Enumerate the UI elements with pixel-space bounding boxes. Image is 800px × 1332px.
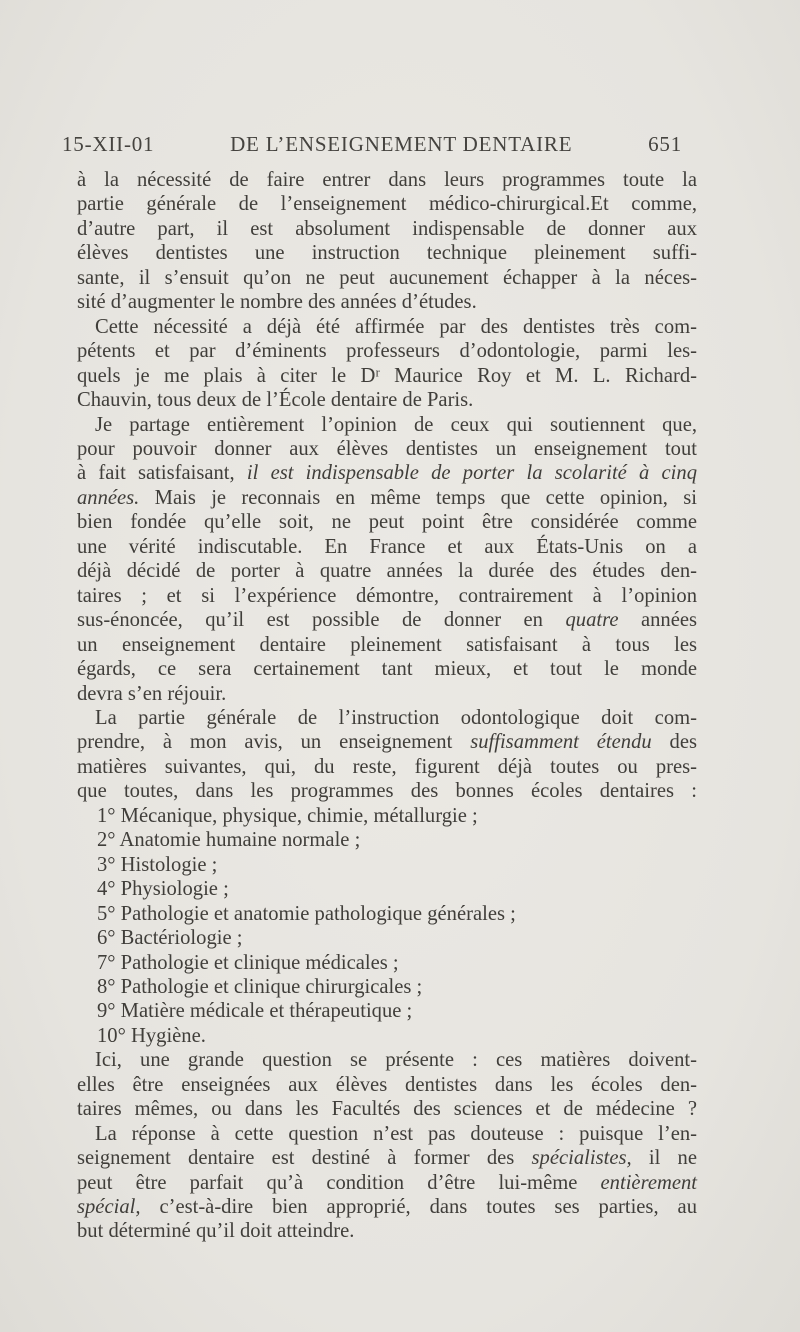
line-text: but déterminé qu’il doit atteindre. bbox=[77, 1220, 355, 1243]
italic-text: quatre bbox=[565, 609, 619, 632]
line-text: Mais je reconnais en même temps que cette opinion, si bbox=[139, 486, 697, 509]
page-number: 651 bbox=[648, 132, 682, 156]
line-text: Cette nécessité a déjà été affirmée par des dentistes très com- bbox=[95, 315, 697, 338]
text-line bbox=[77, 1048, 697, 1072]
list-item bbox=[77, 1024, 697, 1048]
line-text: 3° Histologie ; bbox=[97, 853, 218, 876]
line-text: Ici, une grande question se présente : ces matières doivent- bbox=[95, 1049, 697, 1072]
text-line bbox=[77, 1146, 697, 1170]
line-text: pour pouvoir donner aux élèves dentistes un enseignement tout bbox=[77, 437, 697, 460]
line-text: 7° Pathologie et clinique médicales ; bbox=[97, 951, 399, 974]
line-text: c’est-à-dire bien approprié, dans toutes ses parties, au bbox=[140, 1196, 697, 1219]
list-item bbox=[77, 975, 697, 999]
text-line bbox=[77, 364, 697, 388]
text-line bbox=[77, 1097, 697, 1121]
line-text: années bbox=[618, 609, 697, 632]
italic-text: spécial, bbox=[77, 1196, 141, 1219]
text-line bbox=[77, 388, 697, 412]
line-text: un enseignement dentaire pleinement satisfaisant à tous les bbox=[77, 633, 697, 656]
line-text: bien fondée qu’elle soit, ne peut point être considérée comme bbox=[77, 511, 697, 534]
line-text: peut être parfait qu’à condition d’être lui-même bbox=[77, 1171, 601, 1194]
line-text: à la nécessité de faire entrer dans leurs programmes toute la bbox=[77, 169, 697, 191]
text-line bbox=[77, 510, 697, 534]
line-text: des bbox=[651, 731, 698, 754]
line-text: à fait satisfaisant, bbox=[77, 462, 247, 485]
line-text: partie générale de l’enseignement médico-chirurgical.Et comme, bbox=[77, 193, 697, 216]
text-line bbox=[77, 755, 697, 779]
line-text: seignement dentaire est destiné à former des bbox=[77, 1147, 532, 1170]
list-item bbox=[77, 902, 697, 926]
line-text: d’autre part, il est absolument indispensable de donner aux bbox=[77, 217, 697, 240]
list-item bbox=[77, 999, 697, 1023]
italic-text: années. bbox=[77, 486, 140, 509]
line-text: élèves dentistes une instruction technique pleinement suffi- bbox=[77, 242, 697, 265]
line-text: que toutes, dans les programmes des bonnes écoles dentaires : bbox=[77, 780, 697, 803]
line-text: pétents et par d’éminents professeurs d’odontologie, parmi les- bbox=[77, 340, 697, 363]
text-line bbox=[77, 217, 697, 241]
italic-text: il est indispensable de porter la scolarité à cinq bbox=[246, 462, 697, 485]
text-line bbox=[77, 1073, 697, 1097]
header-date: 15-XII-01 bbox=[62, 132, 155, 156]
text-line bbox=[77, 633, 697, 657]
text-line bbox=[77, 290, 697, 314]
text-line bbox=[77, 339, 697, 363]
line-text: égards, ce sera certainement tant mieux, et tout le monde bbox=[77, 658, 697, 681]
italic-text: spécialistes, bbox=[531, 1147, 632, 1170]
list-item bbox=[77, 877, 697, 901]
line-text: 6° Bactériologie ; bbox=[97, 927, 243, 950]
text-line bbox=[77, 730, 697, 754]
text-line bbox=[77, 1195, 697, 1219]
text-line bbox=[77, 168, 697, 192]
line-text: La réponse à cette question n’est pas douteuse : puisque l’en- bbox=[95, 1122, 697, 1145]
text-line bbox=[77, 413, 697, 437]
list-item bbox=[77, 926, 697, 950]
line-text: prendre, à mon avis, un enseignement bbox=[77, 731, 471, 754]
line-text: La partie générale de l’instruction odontologique doit com- bbox=[95, 706, 697, 729]
list-item bbox=[77, 828, 697, 852]
text-line bbox=[77, 315, 697, 339]
header-title: DE L’ENSEIGNEMENT DENTAIRE bbox=[230, 132, 573, 156]
text-line bbox=[77, 682, 697, 706]
line-text: 5° Pathologie et anatomie pathologique générales ; bbox=[97, 902, 516, 925]
list-item bbox=[77, 853, 697, 877]
list-item bbox=[77, 951, 697, 975]
line-text: 2° Anatomie humaine normale ; bbox=[97, 829, 361, 852]
line-text: Je partage entièrement l’opinion de ceux qui soutiennent que, bbox=[95, 413, 697, 436]
line-text: déjà décidé de porter à quatre années la durée des études den- bbox=[77, 560, 697, 583]
line-text: sité d’augmenter le nombre des années d’études. bbox=[77, 291, 477, 314]
line-text: quels je me plais à citer le Dʳ Maurice Roy et M. L. Richard- bbox=[77, 364, 697, 387]
text-line bbox=[77, 461, 697, 485]
text-line bbox=[77, 657, 697, 681]
text-line bbox=[77, 584, 697, 608]
line-text: sus-énoncée, qu’il est possible de donner en bbox=[77, 609, 566, 632]
text-line bbox=[77, 706, 697, 730]
text-line bbox=[77, 266, 697, 290]
line-text: taires ; et si l’expérience démontre, contrairement à l’opinion bbox=[77, 584, 697, 607]
italic-text: entièrement bbox=[600, 1171, 697, 1194]
text-line bbox=[77, 608, 697, 632]
text-line bbox=[77, 779, 697, 803]
text-line bbox=[77, 437, 697, 461]
running-header bbox=[62, 132, 682, 162]
line-text: 8° Pathologie et clinique chirurgicales ; bbox=[97, 975, 423, 998]
line-text: taires mêmes, ou dans les Facultés des sciences et de médecine ? bbox=[77, 1098, 697, 1121]
text-line bbox=[77, 241, 697, 265]
line-text: 1° Mécanique, physique, chimie, métallurgie ; bbox=[97, 804, 478, 827]
text-line bbox=[77, 535, 697, 559]
line-text: 4° Physiologie ; bbox=[97, 878, 229, 901]
text-line bbox=[77, 559, 697, 583]
line-text: sante, il s’ensuit qu’on ne peut aucunement échapper à la néces- bbox=[77, 266, 697, 289]
text-line bbox=[77, 1122, 697, 1146]
list-item bbox=[77, 804, 697, 828]
text-line bbox=[77, 192, 697, 216]
line-text: devra s’en réjouir. bbox=[77, 682, 227, 705]
line-text: il ne bbox=[631, 1147, 697, 1170]
line-text: Chauvin, tous deux de l’École dentaire de Paris. bbox=[77, 389, 474, 412]
text-line bbox=[77, 1219, 697, 1243]
text-line bbox=[77, 486, 697, 510]
body-text bbox=[77, 168, 697, 1244]
line-text: 10° Hygiène. bbox=[97, 1024, 206, 1047]
line-text: elles être enseignées aux élèves dentistes dans les écoles den- bbox=[77, 1073, 697, 1096]
line-text: une vérité indiscutable. En France et aux États-Unis on a bbox=[77, 535, 697, 558]
italic-text: suffisamment étendu bbox=[470, 731, 652, 754]
line-text: matières suivantes, qui, du reste, figurent déjà toutes ou pres- bbox=[77, 755, 697, 778]
text-line bbox=[77, 1171, 697, 1195]
line-text: 9° Matière médicale et thérapeutique ; bbox=[97, 1000, 413, 1023]
